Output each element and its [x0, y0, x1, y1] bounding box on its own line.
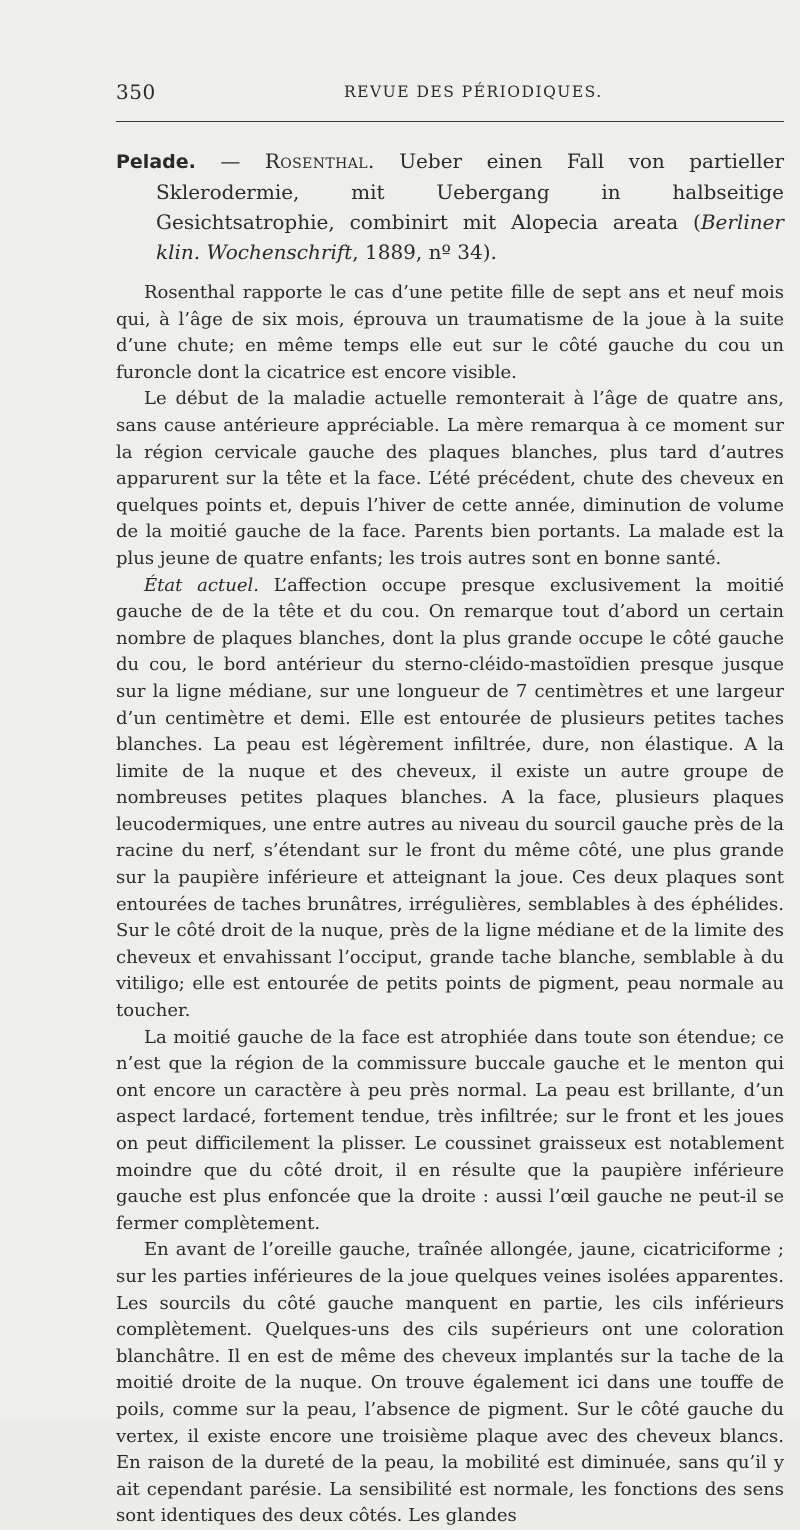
running-head	[116, 80, 784, 110]
paragraph-3	[116, 573, 784, 1025]
notice-title: Ueber einen Fall von partieller Sklerodermie, mit Uebergang in halbseitige Gesichtsatrophie, combinirt mit Alopecia areata (	[156, 149, 785, 234]
paragraph-3-text: L’affection occupe presque exclusivement la moitié gauche de de la tête et du cou. On remarque tout d’abord un certain nombre de plaques blanches, dont la plus grande occupe le côté gauche du cou, le bord antérieur du sterno-cléido-mastoïdien presque jusque sur la ligne médiane, sur une longueur de 7 centimètres et une largeur d’un centimètre et demi. Elle est entourée de plusieurs petites taches blanches. La peau est légèrement infiltrée, dure, non élastique. A la limite de la nuque et des cheveux, il existe un autre groupe de nombreuses petites plaques blanches. A la face, plusieurs plaques leucodermiques, une entre autres au niveau du sourcil gauche près de la racine du nerf, s’étendant sur le front du même côté, une plus grande sur la paupière inférieure et atteignant la joue. Ces deux plaques sont entourées de taches brunâtres, irrégulières, semblables à des éphélides. Sur le côté droit de la nuque, près de la ligne médiane et de la limite des cheveux et envahissant l’occiput, grande tache blanche, semblable à du vitiligo; elle est entourée de petits points de pigment, peau normale au toucher.	[116, 574, 784, 1022]
notice-keyword: Pelade.	[116, 151, 196, 173]
notice-dash: —	[195, 149, 265, 173]
notice-author: Rosenthal.	[264, 149, 375, 173]
paragraph-2: Le début de la maladie actuelle remonterait à l’âge de quatre ans, sans cause antérieure appréciable. La mère remarqua à ce moment sur la région cervicale gauche des plaques blanches, plus tard d’autres apparurent sur la tête et la face. L’été précédent, chute des cheveux en quelques points et, depuis l’hiver de cette année, diminution de volume de la moitié gauche de la face. Parents bien portants. La malade est la plus jeune de quatre enfants; les trois autres sont en bonne santé.	[116, 388, 784, 569]
notice-reference: , 1889, nº 34).	[352, 240, 497, 264]
article-body	[116, 146, 784, 1530]
header-rule	[116, 121, 784, 122]
notice-journal: Berliner klin. Wochenschrift	[156, 210, 784, 264]
paragraph-5: En avant de l’oreille gauche, traînée allongée, jaune, cicatriciforme ; sur les parties inférieures de la joue quelques veines isolées apparentes. Les sourcils du côté gauche manquent en partie, les cils inférieurs complètement. Quelques-uns des cils supérieurs ont une coloration blanchâtre. Il en est de même des cheveux implantés sur la tache de la moitié droite de la nuque. On trouve également ici dans une touffe de poils, comme sur la peau, l’absence de pigment. Sur le côté gauche du vertex, il existe encore une troisième plaque avec des cheveux blancs. En raison de la dureté de la peau, la mobilité est diminuée, sans qu’il y ait cependant parésie. La sensibilité est normale, les fonctions des sens sont identiques des deux côtés. Les glandes	[116, 1239, 784, 1527]
paragraph-4: La moitié gauche de la face est atrophiée dans toute son étendue; ce n’est que la région de la commissure buccale gauche et le menton qui ont encore un caractère à peu près normal. La peau est brillante, d’un aspect lardacé, fortement tendue, très infiltrée; sur le front et les joues on peut difficilement la plisser. Le coussinet graisseux est notablement moindre que du côté droit, il en résulte que la paupière inférieure gauche est plus enfoncée que la droite : aussi l’œil gauche ne peut-il se fermer complètement.	[116, 1026, 784, 1234]
running-title: REVUE DES PÉRIODIQUES.	[344, 83, 603, 101]
paragraph-1: Rosenthal rapporte le cas d’une petite fille de sept ans et neuf mois qui, à l’âge de six mois, éprouva un traumatisme de la joue à la suite d’une chute; en même temps elle eut sur le côté gauche du cou un furoncle dont la cicatrice est encore visible.	[116, 282, 784, 383]
page-number: 350	[116, 80, 156, 104]
bibliographic-notice	[116, 146, 784, 267]
paragraph-3-lead: État actuel.	[144, 574, 259, 596]
